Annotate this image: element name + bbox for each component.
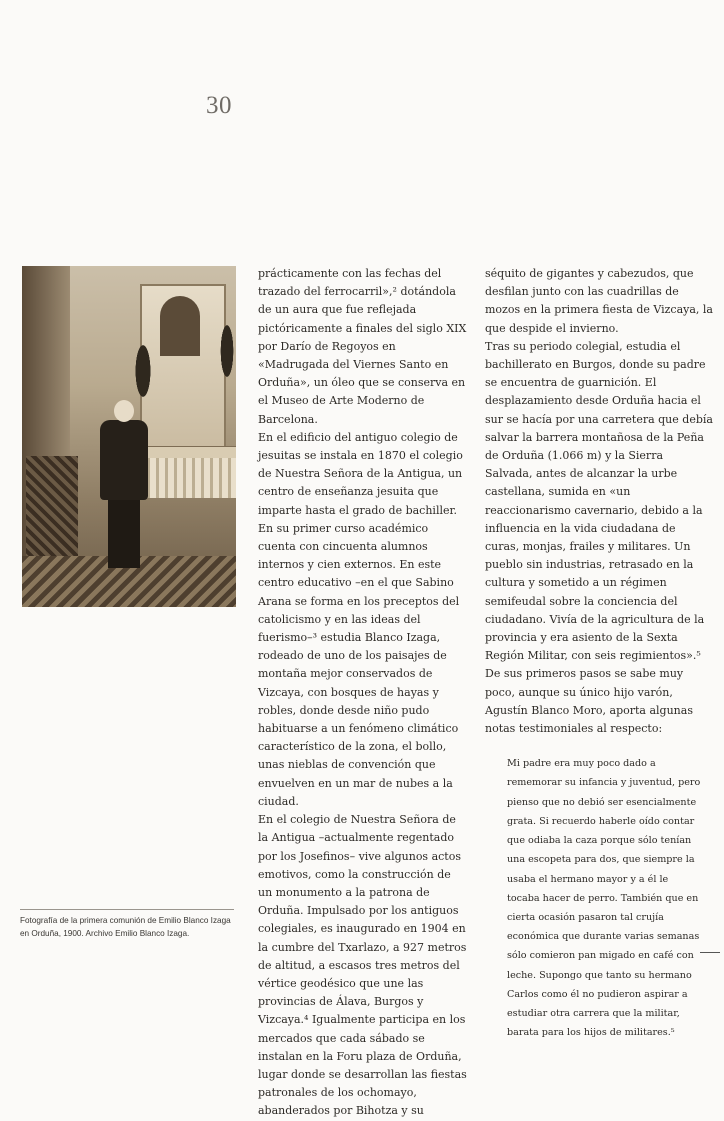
photo-plant (216, 306, 236, 396)
photo-boy-body (100, 420, 148, 500)
historical-photograph (22, 266, 236, 607)
paragraph: séquito de gigantes y cabezudos, que desfilan junto con las cuadrillas de mozos en la primera fiesta de Vizcaya, la que despide el invierno. (485, 267, 713, 335)
text-column-left (258, 265, 468, 1121)
photo-boy-legs (108, 498, 140, 568)
photo-caption: Fotografía de la primera comunión de Emilio Blanco Izaga en Orduña, 1900. Archivo Emilio Blanco Izaga. (20, 909, 234, 940)
paragraph: En el edificio del antiguo colegio de jesuitas se instala en 1870 el colegio de Nuestra Señora de la Antigua, un centro de enseñanza jesuita que imparte hasta el grado de bachiller. En su primer curso académico cuenta con cincuenta alumnos internos y cien externos. En este centro educativo –en el que Sabino Arana se forma en los preceptos del catolicismo y en las ideas del fuerismo–³ estudia Blanco Izaga, rodeado de uno de los paisajes de montaña mejor conservados de Vizcaya, con bosques de hayas y robles, donde desde niño pudo habituarse a un fenómeno climático característico de la zona, el bollo, unas nieblas de convención que envuelven en un mar de nubes a la ciudad. (258, 430, 463, 808)
paragraph: prácticamente con las fechas del trazado del ferrocarril»,² dotándola de un aura que fue reflejada pictóricamente a finales del siglo XIX por Darío de Regoyos en «Madrugada del Viernes Santo en Orduña», un óleo que se conserva en el Museo de Arte Moderno de Barcelona. (258, 267, 467, 426)
edge-mark (700, 952, 720, 953)
block-quote: Mi padre era muy poco dado a rememorar su infancia y juventud, pero pienso que no debió ser esencialmente grata. Si recuerdo haberle oído contar que odiaba la caza porque sólo tenían una escopeta para dos, que siempre la usaba el hermano mayor y a él le tocaba hacer de perro. También que en cierta ocasión pasaron tal crujía económica que durante varias semanas sólo comieron pan migado en café con leche. Supongo que tanto su hermano Carlos como él no pudieron aspirar a estudiar otra carrera que la militar, barata para los hijos de militares.⁵ (507, 758, 701, 1039)
text-column-right (485, 265, 713, 1042)
page-number: 30 (206, 92, 232, 119)
paragraph: En el colegio de Nuestra Señora de la Antigua –actualmente regentado por los Josefinos– vive algunos actos emotivos, como la construcción de un monumento a la patrona de Orduña. Impulsado por los antiguos colegiales, es inaugurado en 1904 en la cumbre del Txarlazo, a 927 metros de altitud, a escasos tres metros del vértice geodésico que une las provincias de Álava, Burgos y Vizcaya.⁴ Igualmente participa en los mercados que cada sábado se instalan en la Foru plaza de Orduña, lugar donde se desarrollan las fiestas patronales de los ochomayo, abanderados por Bihotza y su (258, 813, 467, 1118)
photo-boy-head (114, 400, 134, 422)
photo-plant (130, 326, 156, 416)
paragraph: Tras su periodo colegial, estudia el bachillerato en Burgos, donde su padre se encuentra de guarnición. El desplazamiento desde Orduña hacia el sur se hacía por una carretera que debía salvar la barrera montañosa de la Peña de Orduña (1.066 m) y la Sierra Salvada, antes de alcanzar la urbe castellana, sumida en «un reaccionarismo cavernario, debido a la influencia en la vida ciudadana de curas, monjas, frailes y militares. Un pueblo sin industrias, retrasado en la cultura y sometido a un régimen semifeudal sobre la conciencia del ciudadano. Vivía de la agricultura de la provincia y era asiento de la Sexta Región Militar, con seis regimientos».⁵ (485, 339, 713, 663)
paragraph: De sus primeros pasos se sabe muy poco, aunque su único hijo varón, Agustín Blanco Moro, aporta algunas notas testimoniales al respecto: (485, 667, 693, 736)
photo-altar-niche (160, 296, 200, 356)
